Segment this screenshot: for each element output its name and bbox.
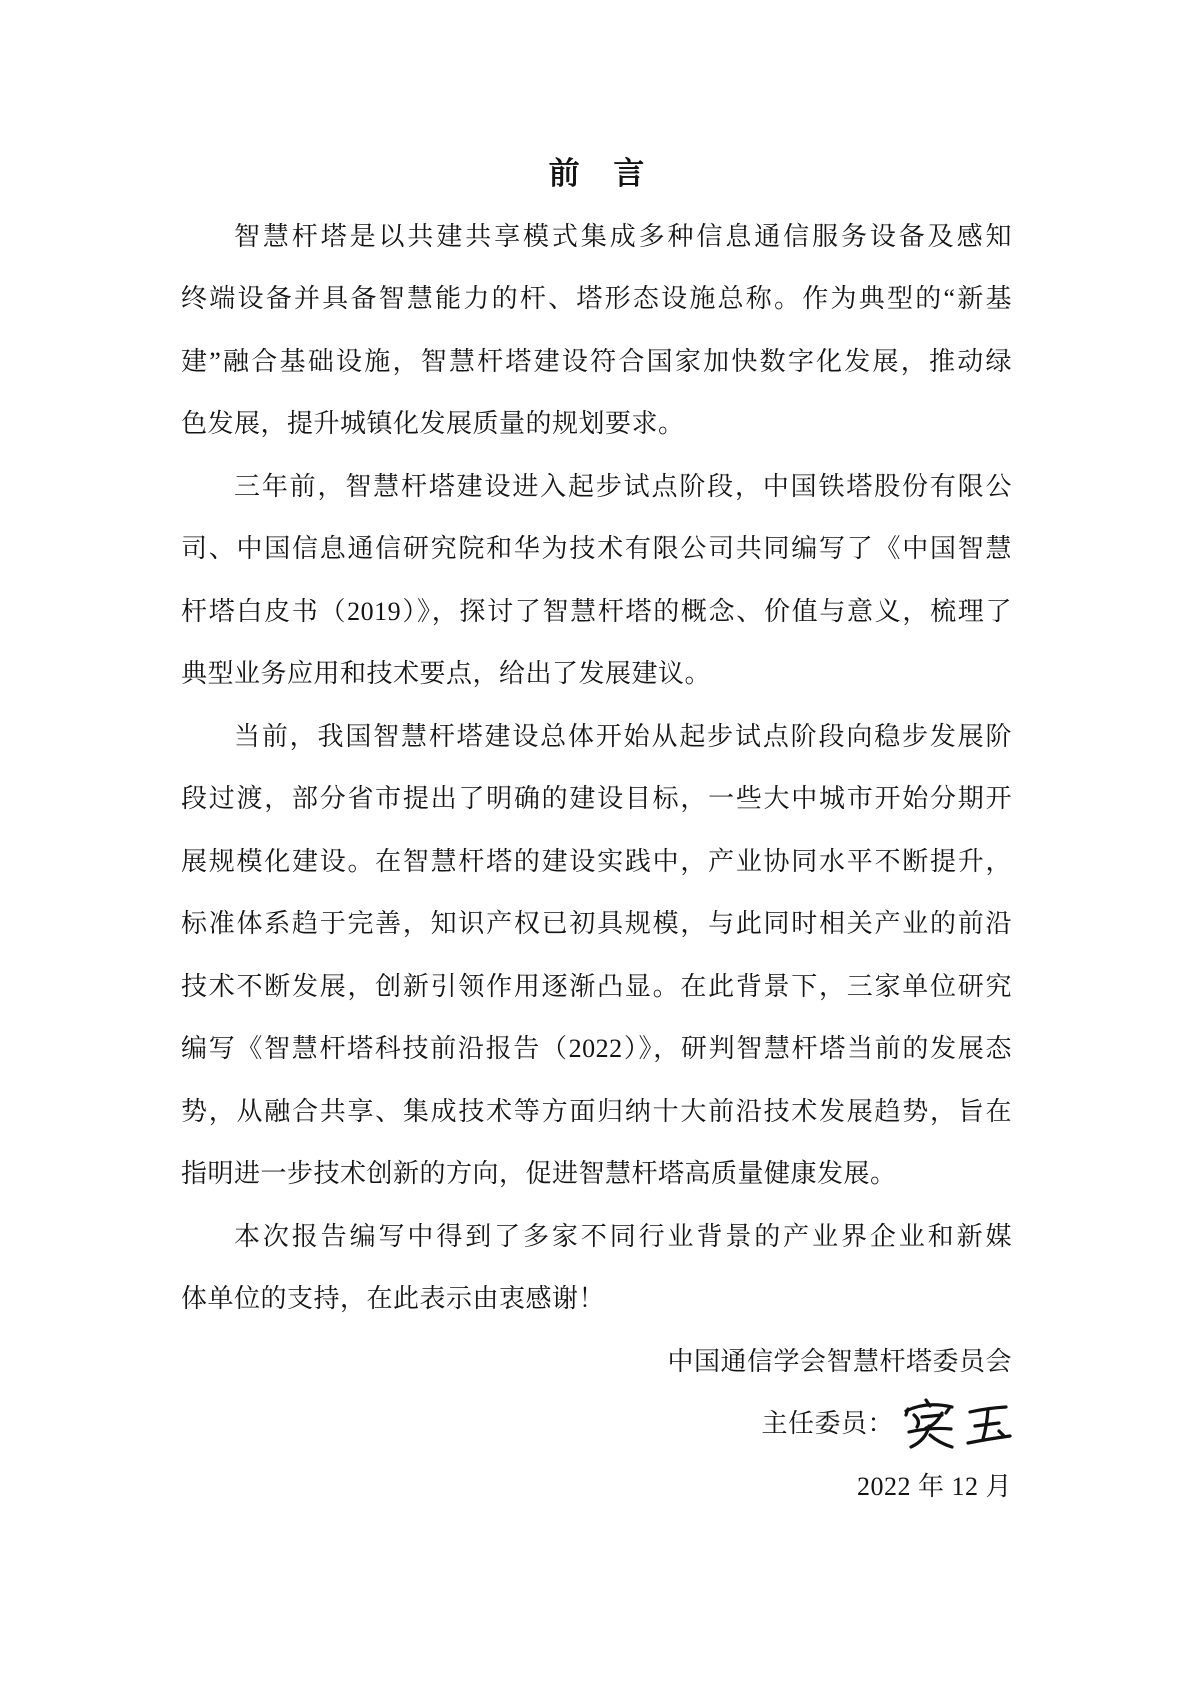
body-line: 体单位的支持，在此表示由衷感谢！: [181, 1284, 606, 1313]
body-line: 终端设备并具备智慧能力的杆、塔形态设施总称。作为典型的“新基: [181, 284, 1012, 313]
body-line: 典型业务应用和技术要点，给出了发展建议。: [181, 659, 712, 688]
paragraph: [181, 1206, 1012, 1331]
paragraph: [181, 706, 1012, 1206]
body-line: 建”融合基础设施，智慧杆塔建设符合国家加快数字化发展，推动绿: [181, 346, 1012, 376]
body-line: 当前，我国智慧杆塔建设总体开始从起步试点阶段向稳步发展阶: [234, 721, 1012, 751]
role-label: 主任委员：: [761, 1409, 894, 1438]
body-line: 段过渡，部分省市提出了明确的建设目标，一些大中城市开始分期开: [181, 784, 1012, 813]
body-line: 杆塔白皮书（2019）》，探讨了智慧杆塔的概念、价值与意义，梳理了: [181, 596, 1012, 626]
chair-signature-line: [181, 1393, 1012, 1456]
handwritten-signature-icon: [900, 1397, 1012, 1451]
date: 2022 年 12 月: [856, 1471, 1012, 1501]
body-line: 智慧杆塔是以共建共享模式集成多种信息通信服务设备及感知: [234, 221, 1012, 251]
body-line: 色发展，提升城镇化发展质量的规划要求。: [181, 409, 685, 438]
body-line: 标准体系趋于完善，知识产权已初具规模，与此同时相关产业的前沿: [181, 909, 1012, 938]
paragraph: [181, 456, 1012, 706]
paragraph: [181, 206, 1012, 456]
body-line: 势，从融合共享、集成技术等方面归纳十大前沿技术发展趋势，旨在: [181, 1096, 1012, 1126]
page-title: 前 言: [548, 156, 645, 191]
body-line: 司、中国信息通信研究院和华为技术有限公司共同编写了《中国智慧: [181, 534, 1012, 563]
body-line: 展规模化建设。在智慧杆塔的建设实践中，产业协同水平不断提升，: [181, 846, 1012, 876]
body-line: 指明进一步技术创新的方向，促进智慧杆塔高质量健康发展。: [181, 1159, 897, 1188]
document-body: [181, 143, 1012, 1518]
body-line: 本次报告编写中得到了多家不同行业背景的产业界企业和新媒: [234, 1221, 1012, 1251]
signoff-block: [181, 1331, 1012, 1519]
body-line: 编写《智慧杆塔科技前沿报告（2022）》，研判智慧杆塔当前的发展态: [181, 1034, 1012, 1063]
body-line: 三年前，智慧杆塔建设进入起步试点阶段，中国铁塔股份有限公: [234, 471, 1012, 501]
body-line: 技术不断发展，创新引领作用逐渐凸显。在此背景下，三家单位研究: [181, 971, 1012, 1001]
organization-name: 中国通信学会智慧杆塔委员会: [667, 1346, 1012, 1376]
